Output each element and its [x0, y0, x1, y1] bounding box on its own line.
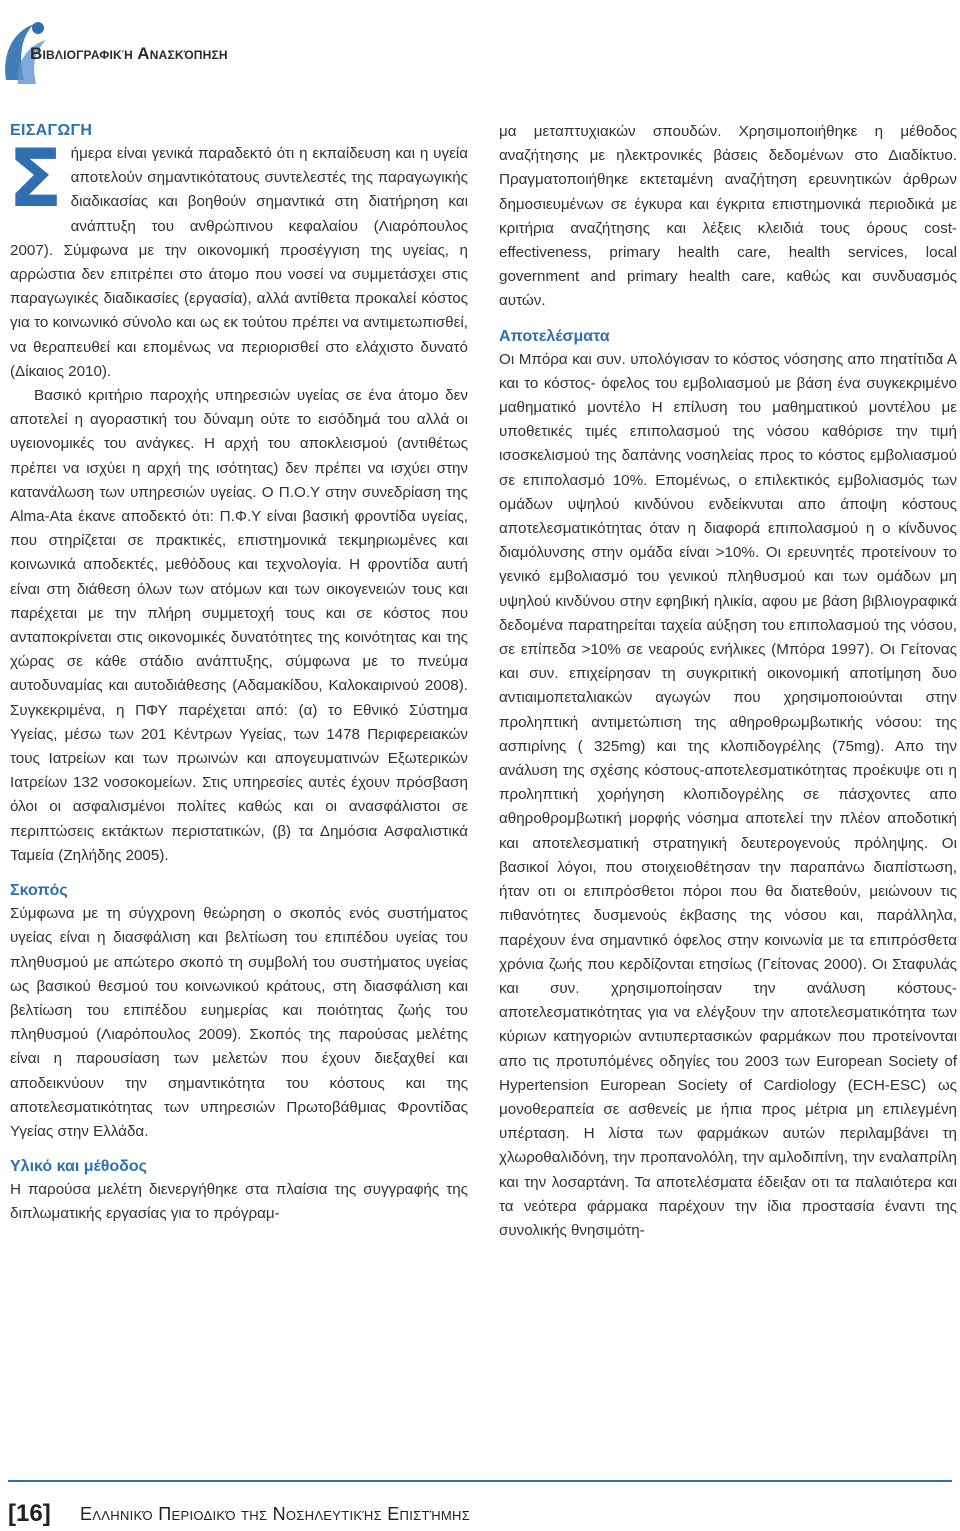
intro-paragraph-1	[8, 132, 468, 384]
page-header	[0, 0, 960, 90]
intro-paragraph-2: Βασικό κριτήριο παροχής υπηρεσιών υγείας σε ένα άτομο δεν αποτελεί η αγοραστική του δύναμη ούτε το εισόδημά του αλλά οι υγειονομικές του ανάγκες. Η αρχή του αποκλεισμού (αντιθέτως πρέπει να ισχύει η αρχή της ισότητας) δεν πρέπει να ισχύει στην κατανάλωση των υπηρεσιών υγείας. Ο Π.Ο.Υ στην συνεδρίαση της Alma-Ata έκανε αποδεκτό ότι: Π.Φ.Υ είναι βασική φροντίδα υγείας, που στηρίζεται σε πρακτικές, επιστημονικά τεκμηριωμένες και κοινωνικά αποδεκτές, μεθόδους και τεχνολογία. Η φροντίδα αυτή είναι στη διάθεση όλων των ατόμων και των οικογενειών τους και παρέχεται με την πλήρη συμμετοχή τους και σε κόστος που ανταποκρίνεται στις οικονομικές δυνατότητες της κοινότητας και της χώρας σε κάθε στάδιο ανάπτυξης, σύμφωνα με το πνεύμα αυτοδυναμίας και αυτοδιάθεσης (Αδαμακίδου, Καλοκαιρινού 2008). Συγκεκριμένα, η ΠΦΥ παρέχεται από: (α) το Εθνικό Σύστημα Υγείας, μέσω των 201 Κέντρων Υγείας, των 1478 Περιφερειακών τους Ιατρείων και των πρωινών και απογευματινών Εξωτερικών Ιατρείων 132 νοσοκομείων. Στις υπηρεσίες αυτές έχουν πρόσβαση όλοι οι ασφαλισμένοι πολίτες καθώς και οι ανασφάλιστοι σε περιπτώσεις εκτάκτων περιστατικών, (β) τα Δημόσια Ασφαλιστικά Ταμεία (Ζηλήδης 2005).	[10, 387, 468, 864]
results-heading: Αποτελέσματα	[499, 327, 610, 345]
purpose-paragraph: Σύμφωνα με τη σύγχρονη θεώρηση ο σκοπός ενός συστήματος υγείας είναι η διασφάλιση και βελτίωση του επιπέδου υγείας του πληθυσμού με απώτερο σκοπό τη συμβολή του συστήματος υγείας ως βασικού θεσμού του κοινωνικού κράτους, στη διασφάλιση και βελτίωση του επιπέδου ευημερίας και ποιότητας ζωής του πληθυσμού (Λιαρόπουλος 2009). Σκοπός της παρούσας μελέτης είναι η παρουσίαση των μελετών που έχουν διεξαχθεί και αποδεικνύουν την σημαντικότητα του κόστους και της αποτελεσματικότητας των υπηρεσιών Πρωτοβάθμιας Φροντίδας Υγείας στην Ελλάδα.	[10, 905, 468, 1140]
dropcap-letter: Σ	[8, 132, 63, 225]
results-paragraph: Οι Μπόρα και συν. υπολόγισαν το κόστος νόσησης απο πηατίτιδα Α και το κόστος- όφελος του εμβολιασμού με βάση ένα συγκεκριμένο μαθηματικό μοντέλο Η επίλυση του μαθηματικού μοντέλου με υποθετικές τιμές επιπολασμού της νόσου καθόρισε την τιμή ισοσκελισμού της δαπάνης νοσηλείας προς το κόστος εμβολιασμού σε επιπολασμό 10%. Επομένως, ο επιλεκτικός εμβολιασμός των ομάδων υψηλού κινδύνου ενδείκνυται απο άποψη κόστους αποτελεσματικότητας όταν η διαφορά επιπολασμού η ο κίνδυνος διαμόλυνσης στην ομάδα είναι >10%. Οι ερευνητές προτείνουν το γενικό εμβολιασμό του γενικού πληθυσμού και των ομάδων μη υψηλού κινδύνου στην εφηβική ηλικία, αφου με βάση βιβλιογραφικά δεδομένα παρατηρείται ταχεία αύξηση του επιπολασμού της νόσου, σε επίπεδα >10% σε νεαρούς ενήλικες (Μπόρα 1997). Οι Γείτονας και συν. επιχείρησαν τη συγκριτική οικονομική αποτίμηση δυο αντιαιμοπεταλιακών αγωγών που χρησιμοποιούνται στην προληπτική αντιμετώπιση της αθηροθρωμβωτικής νόσου: της ασπιρίνης ( 325mg) και της κλοπιδογρέλης (75mg). Απο την ανάλυση της σχέσης κόστους-αποτελεσματικότητας προέκυψε οτι η προληπτική χορήγηση κλοπιδογρέλης σε πάσχοντες απο αθηροθρομβωτική μορφής νόσημα αποτελεί την πλέον αποδοτική και αποτελεσματική στρατηγική δευτερογενούς πρόληψης. Οι βασικοί λόγοι, που στοιχειοθέτησαν την παραπάνω διαπίστωση, ήταν οτι οι επιπρόσθετοι πόροι που θα διατεθούν, μειώνουν τις πιθανότητες δυσμενούς έκβασης της νόσου και, παράλληλα, παρέχουν ένα σημαντικό όφελος στην κοινωνία με τα επιπρόσθετα χρόνια ζωής που κερδίζονται ετησίως (Γείτονας 2000). Οι Σταφυλάς και συν. χρησιμοποίησαν την ανάλυση κόστους-αποτελεσματικότητας για να ελέγξουν την αποτελεσματικότητα των κύριων κατηγοριών αντιυπερτασικών φαρμάκων που προτείνονται απο τις προτυπόμένες οδηγίες του 2003 των European Society of Hypertension European Society of Cardiology (ECH-ESC) ως μονοθεραπεία σε ασθενείς με ήπια προς μέτρια μη επιλεγμένη υπέρταση. Η λίστα των φαρμάκων αυτών περιλαμβάνει τη χλωροθαλιδόνη, την προπανολόλη, την αμλοδιπίνη, την εναλαπρίλη και την λοσαρτάνη. Τα αποτελέσματα έδειξαν οτι τα παλαιότερα και τα νεότερα φάρμακα παρέχουν την ίδια προστασία έναντι της συνολικής θνησιμότη-	[499, 350, 957, 1239]
journal-name: Ελληνικό Περιοδικό της Νοσηλευτικής Επιστήμης	[80, 1504, 471, 1524]
method-paragraph-right: μα μεταπτυχιακών σπουδών. Χρησιμοποιήθηκε η μέθοδος αναζήτησης με ηλεκτρονικές βάσεις δεδομένων στο Διαδίκτυο. Πραγματοποιήθηκε εκτεταμένη αναζήτηση ερευνητικών άρθρων δημοσιευμένων σε έγκυρα και έγκριτα επιστημονικά περιοδικά με κριτήρια αναζήτησης και λέξεις κλειδιά τους όρους cost-effectiveness, primary health care, health services, local government and primary health care, καθώς και συνδυασμός αυτών.	[499, 123, 957, 310]
intro-heading: ΕΙΣΑΓΩΓΗ	[10, 122, 93, 139]
method-heading: Υλικό και μέθοδος	[10, 1158, 147, 1176]
left-column	[10, 120, 468, 1227]
page-footer	[0, 1480, 960, 1531]
footer-divider	[8, 1480, 952, 1482]
page-number: [16]	[8, 1500, 51, 1527]
section-title: Βιβλιογραφική Ανασκόπηση	[30, 44, 228, 63]
purpose-heading: Σκοπός	[10, 882, 68, 900]
intro-paragraph-1-text: ήμερα είναι γενικά παραδεκτό ότι η εκπαίδευση και η υγεία αποτελούν σημαντικότατους συντελεστές της παραγωγικής διαδικασίας και βοηθούν σημαντικά στη διατήρηση και ανάπτυξη του ανθρώπινου κεφαλαίου (Λιαρόπουλος 2007). Σύμφωνα με την οικονομική προσέγγιση της υγείας, η αρρώστια δεν επιτρέπει στο άτομο που νοσεί να συμμετάσχει στις παραγωγικές διαδικασίες (εργασία), αλλά αντίθετα προκαλεί κόστος για το κοινωνικό σύνολο και ως εκ τούτου πρέπει να αντιμετωπισθεί, να θεραπευθεί και επομένως να περιορισθεί στο ελάχιστο δυνατό (Δίκαιος 2010).	[10, 145, 468, 380]
method-paragraph-left: Η παρούσα μελέτη διενεργήθηκε στα πλαίσια της συγγραφής της διπλωματικής εργασίας για το πρόγραμ-	[10, 1181, 468, 1223]
right-column	[499, 120, 957, 1243]
